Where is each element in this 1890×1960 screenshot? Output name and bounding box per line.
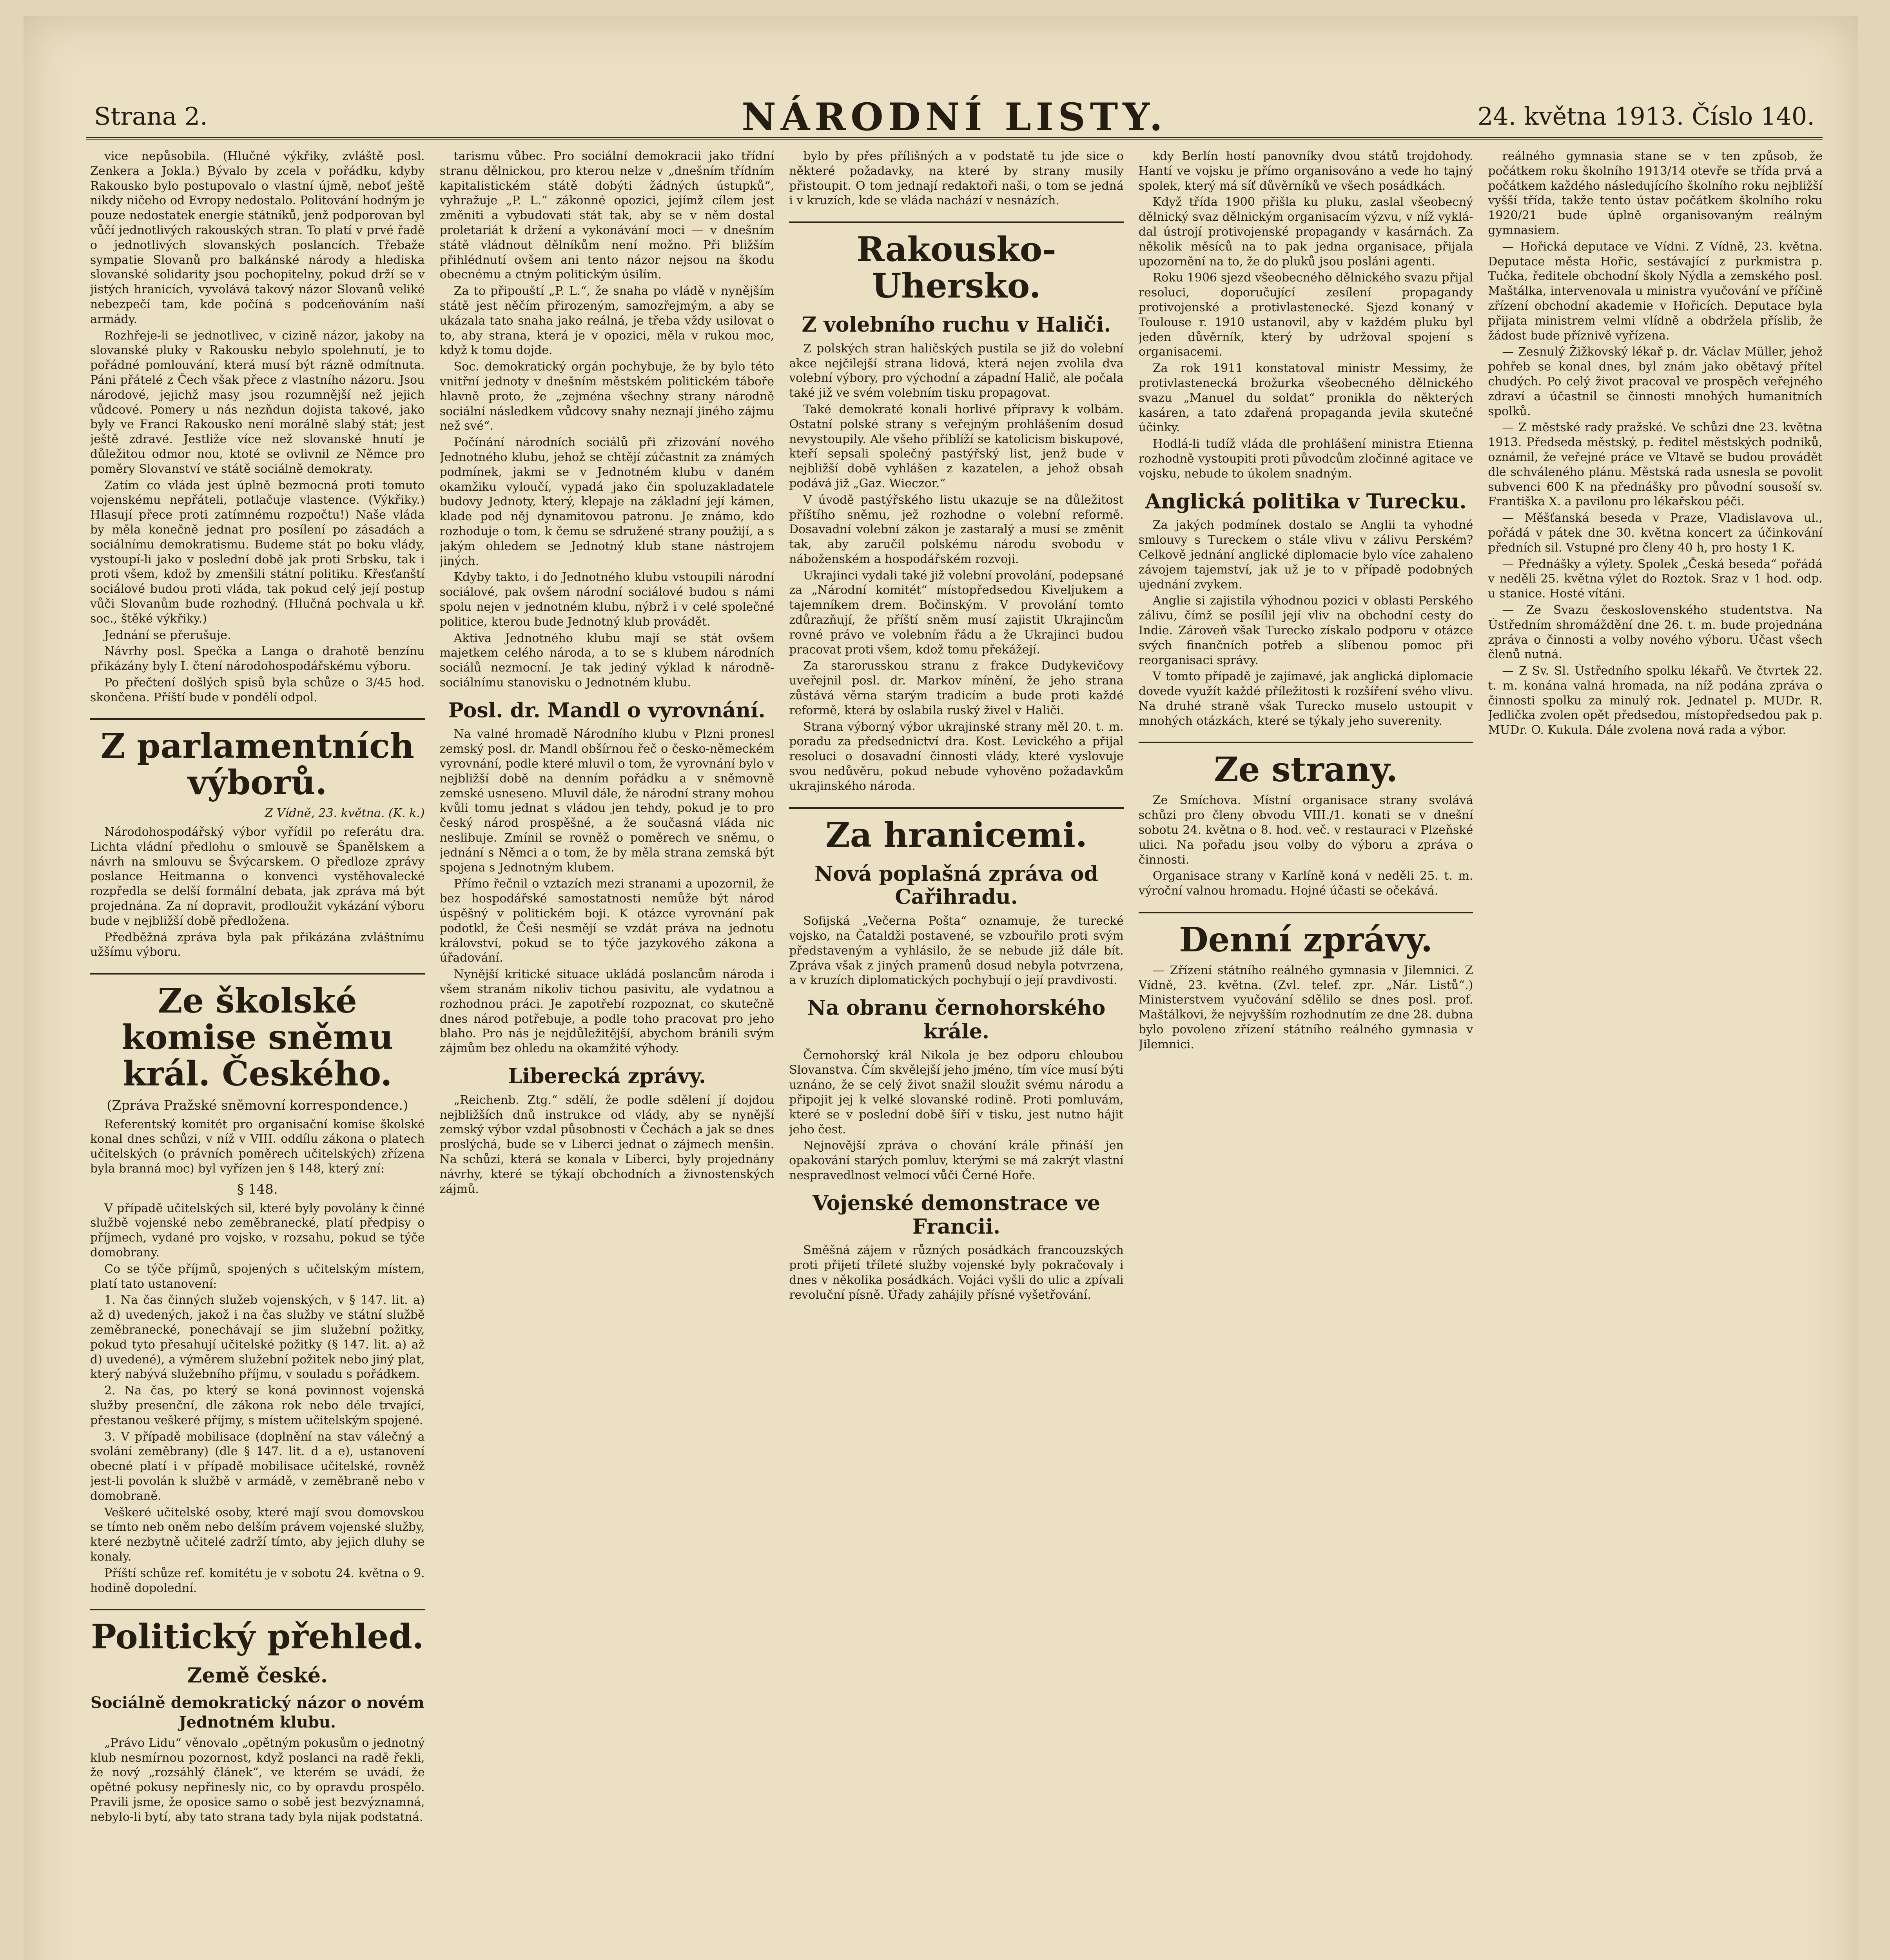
paragraph: Nejnovější zpráva o chování krále přináší jen opakování starých pomluv, kterými se má zakrýt vlastní nespravedlnost velmocí vůči Černé Hoře.	[789, 1139, 1124, 1183]
paragraph: 3. V případě mobilisace (doplnění na stav válečný a svolání zeměbrany) (dle § 147. lit. d a e), ustanovení obecné platí i v případě mobilisace učitelské, rovněž jest-li povolán k službě v armádě, v zeměbraně nebo v domobraně.	[90, 1430, 425, 1503]
paragraph: — Zesnulý Žižkovský lékař p. dr. Václav Müller, jehož pohřeb se konal dnes, byl znám jako obětavý přítel chudých. Po celý život pracoval ve prospěch veřejného zdraví a účastnil se činnosti mnohých humanitních spolků.	[1488, 345, 1823, 418]
paragraph: Počínání národních sociálů při zřizování nového Jednotného klubu, jehož se chtějí zúčastnit za známých podmínek, jakmi se v Jednotném klubu v daném okamžiku vyloučí, vypadá jako čin spoluzakladatele budovy Jednoty, který, klepaje na základní její kámen, klade pod něj dynamitovou patronu. Je známo, kdo rozhoduje o tom, k čemu se sdružené strany použijí, a s jakým ohledem se Jednotný klub stane nástrojem jiných.	[439, 436, 775, 568]
paragraph: reálného gymnasia stane se v ten způsob, že počátkem roku školního 1913/14 otevře se třída prvá a počátkem každého následujícího školního roku nejbližší vyšší třída, takže tento ústav počátkem školního roku 1920/21 bude úplně organisovaným reálným gymnasiem.	[1488, 149, 1823, 237]
newspaper-page	[24, 16, 1858, 1960]
paragraph: tarismu vůbec. Pro sociální demokracii jako třídní stranu dělnickou, pro kterou nelze v „dnešním třídním kapitalistickém státě dobýti žádných ústupků“, vyhražuje „P. L.“ zákonné opozici, jejímž cílem jest změniti a vybudovati stát tak, aby se v něm dostal proletariát k držení a vykonávání moci — v dnešním státě vládnout dělníkům není možno. Při bližším přihlédnutí ovšem ani tento názor nejsou na škodu obecnému a ctným politickým úsilím.	[439, 149, 775, 282]
article-heading: Liberecká zprávy.	[508, 1064, 706, 1089]
column-2	[440, 149, 775, 1960]
column-1	[90, 149, 425, 1960]
paragraph: — Přednášky a výlety. Spolek „Česká beseda“ pořádá v neděli 25. května výlet do Roztok. Sraz v 1 hod. odp. u stanice. Hosté vítáni.	[1488, 557, 1823, 601]
article-subheading: Sociálně demokratický názor o novém Jednotném klubu.	[91, 1693, 424, 1732]
paragraph: V případě učitelských sil, které byly povolány k činné službě vojenské nebo zeměbranecké, platí předpisy o příjmech, vydané pro vojsko, v rozsahu, pokud se týče domobrany.	[90, 1201, 425, 1260]
paragraph: Ukrajinci vydali také již volební provolání, podepsané za „Národní komitét“ místopředsedou Kiveljukem a tajemníkem drem. Bočinským. V provolání tomto zdůrazňují, že příští sněm musí zajistit Ukrajincům rovné právo ve volebním řádu a že Ukrajinci budou pracovat proti všem, kdož tomu překážejí.	[789, 568, 1124, 657]
paragraph: bylo by přes přílišných a v podstatě tu jde sice o některé požadavky, na které by strany musily přistoupit. O tom jednají redaktoři naši, o tom se jedná i v kruzích, kde se vláda nachází v nesnázích.	[789, 149, 1124, 208]
paragraph: Zatím co vláda jest úplně bezmocná proti tomuto vojenskému nepřáteli, potlačuje vlastence. (Výkřiky.) Hlasují přece proti zatímnému rozpočtu!) Naše vláda by měla konečně jednat pro posílení po zásadách a sociálnímu demokratismu. Budeme stát po boku vlády, vystoupí-li jako v poslední době jak proti Srbsku, tak i proti všem, kdož by zmenšili státní politiku. Křesťanští sociálové budou proti vláda, tak pokud celý její postup vůči Slovanům bude rozhodný. (Hlučná pochvala u kř. soc., štěké výkřiky.)	[90, 478, 425, 626]
paragraph: Přímo řečnil o vztazích mezi stranami a upozornil, že bez hospodářské samostatnosti nemůže být národ úspěšný v politickém boji. K otázce vyrovnání pak podotkl, že Češi nesmějí se vzdát práva na jednotu království, pokud se to týče jazykového zákona a úřadování.	[439, 877, 775, 965]
article-heading: Země české.	[187, 1664, 328, 1688]
section-heading: Za hranicemi.	[789, 807, 1124, 854]
paragraph: Hodlá-li tudíž vláda dle prohlášení ministra Etienna rozhodně vystoupiti proti původcům zločinné agitace ve vojsku, nebude to úkolem snadným.	[1138, 437, 1473, 481]
paragraph: Také demokraté konali horlivé přípravy k volbám. Ostatní polské strany s veřejným prohlášením dosud nevystoupily. Ale všeho přiblíží se katolicism biskupové, kteří sepsali společný pastýřský list, jenž bude v nejbližší době vyhlášen z kazatelen, a jehož obsah podává již „Gaz. Wieczor.“	[789, 402, 1124, 490]
paragraph: Za to připouští „P. L.“, že snaha po vládě v nynějším státě jest něčím přirozeným, samozřejmým, a aby se ukázala tato snaha jako reálná, je třeba vždy usilovat o to, aby strana, která je v opozici, měla v rukou moc, když k tomu dojde.	[439, 284, 775, 358]
paragraph: Příští schůze ref. komitétu je v sobotu 24. května o 9. hodině dopolední.	[90, 1566, 425, 1595]
paragraph: Když třída 1900 přišla ku pluku, zaslal všeobecný dělnický svaz dělnickým organisacím výzvu, v níž vykládal ústrojí protivojenské propagandy v kasárnách. Za několik měsíců na to pak jedna organisace, přijala upozornění na to, že do pluků jsou posláni agenti.	[1138, 195, 1473, 269]
column-5	[1488, 149, 1823, 1960]
paragraph: Po přečtení došlých spisů byla schůze o 3/45 hod. skončena. Příští bude v pondělí odpol.	[90, 675, 425, 704]
small-heading: (Zpráva Pražské sněmovní korrespondence.)	[107, 1097, 408, 1113]
column-4	[1139, 149, 1473, 1960]
paragraph: 1. Na čas činných služeb vojenských, v § 147. lit. a) až d) uvedených, jakož i na čas služby ve státní službě zeměbranecké, ponechávají se jim služební požitky, pokud tyto přesahují učitelské požitky (§ 147. lit. a) až d) uvedené), a výměrem služební požitek nebo jiný plat, který nabývá služebního příjmu, v souladu s pořádkem.	[90, 1293, 425, 1381]
article-heading: Na obranu černohorského krále.	[807, 996, 1106, 1044]
paragraph: Ze Smíchova. Místní organisace strany svolává schůzi pro členy obvodu VIII./1. konati se v dnešní sobotu 24. května o 8. hod. več. v restauraci v Plzeňské ulici. Na pořadu jsou volby do výboru a zpráva o činnosti.	[1138, 793, 1473, 867]
paragraph: 2. Na čas, po který se koná povinnost vojenská služby presenční, dle zákona rok nebo déle trvající, přestanou veškeré příjmy, s místem učitelským spojené.	[90, 1384, 425, 1427]
paragraph: Sofijská „Večerna Pošta“ oznamuje, že turecké vojsko, na Čataldži postavené, se vzbouřilo proti svým představeným a vyhlásilo, že se nebude již dále bít. Zpráva však z jiných pramenů dosud nebyla potvrzena, a v kruzích diplomatických pochybují o její pravdivosti.	[789, 914, 1124, 987]
paragraph: Aktiva Jednotného klubu mají se stát ovšem majetkem celého národa, a to se s klubem národních sociálů nezmocní. Je tak jediný výklad k národně-sociálnímu stanovisku o Jednotném klubu.	[439, 631, 775, 690]
paragraph: Rozhřeje-li se jednotlivec, v cizině názor, jakoby na slovanské pluky v Rakousku nebylo spolehnutí, je to pořádné pomlouvání, která musí být rázně odmítnuta. Páni přátelé z Čech však přece z vlastního názoru. Jsou národové, jejichž masy jsou rozumnější než jejich vůdcové. Pomery u nás nezňdun dojista takové, jako byly ve Franci Rakousko není morálně slabý stát; jest ještě zdravé. Jestliže více než slovanské hnutí je důležitou odmor nou, ktoté se ovlivnil ze Němce pro poměry Slovanství ve státě sociálně demokraty.	[90, 328, 425, 476]
paragraph: Za jakých podmínek dostalo se Anglii ta vyhodné smlouvy s Tureckem o stále vlivu v zálivu Perském? Celkově jednání anglické diplomacie bylo více zahaleno závojem tajemství, jak už je to v případě podobných ujednání zvykem.	[1138, 518, 1473, 592]
paragraph: — Ze Svazu československého studentstva. Na Ústředním shromáždění dne 26. t. m. bude projednána zpráva o činnosti a volby nového výboru. Účast všech členů nutná.	[1488, 603, 1823, 662]
paragraph: Za rok 1911 konstatoval ministr Messimy, že protivlastenecká brožurka všeobecného dělnického svazu „Manuel du soldat“ pronikla do některých kasáren, a tato zdařená propaganda jevila skutečné účinky.	[1138, 361, 1473, 435]
page-number: Strana 2.	[94, 102, 208, 131]
paragraph: V úvodě pastýřského listu ukazuje se na důležitost příštího sněmu, jež rozhodne o volební reformě. Dosavadní volební zákon je zastaralý a musí se změnit tak, aby zaručil polskému národu svobodu v náboženském a hospodářském rozvoji.	[789, 493, 1124, 566]
article-heading: Nová poplašná zpráva od Cařihradu.	[814, 862, 1098, 909]
article-heading: Vojenské demonstrace ve Francii.	[813, 1191, 1100, 1239]
paragraph: Organisace strany v Karlíně koná v neděli 25. t. m. výroční valnou hromadu. Hojné účasti se očekává.	[1138, 869, 1473, 898]
paragraph: — Hořická deputace ve Vídni. Z Vídně, 23. května. Deputace města Hořic, sestávající z purkmistra p. Tučka, ředitele obchodní školy Nýdla a zemského posl. Maštálka, intervenovala u ministra vyučování ve příčině zřízení obchodní akademie v Hořicích. Deputace byla přijata ministrem velmi vlídně a obdržela příslib, že žádost bude příznivě vyřízena.	[1488, 240, 1823, 343]
paragraph: Černohorský král Nikola je bez odporu chloubou Slovanstva. Čím skvělejší jeho jméno, tím více musí býti uznáno, že se celý život snažil sloužit svému národu a připojit jej k velké slovanské rodině. Proti pomluvám, které se v poslední době šíří v tisku, jest nutno hájit jeho čest.	[789, 1048, 1124, 1136]
paragraph: Kdyby takto, i do Jednotného klubu vstoupili národní sociálové, pak ovšem národní sociálové budou s námi spolu nejen v jednotném klubu, nýbrž i v celé společné politice, kterou bude Jednotný klub provádět.	[439, 570, 775, 629]
paragraph: Směšná zájem v různých posádkách francouzských proti přijetí tříleté služby vojenské byly pokračovaly i dnes v několika posádkách. Vojáci vyšli do ulic a zpívali revoluční písně. Úřady zahájily přísné vyšetřování.	[789, 1243, 1124, 1302]
paragraph: Jednání se přerušuje.	[104, 628, 231, 642]
article-heading: Anglická politika v Turecku.	[1145, 489, 1467, 514]
paragraph: Předběžná zpráva byla pak přikázána zvláštnímu užšímu výboru.	[90, 930, 425, 959]
paragraph: Co se týče příjmů, spojených s učitelským místem, platí tato ustanovení:	[90, 1262, 425, 1291]
paragraph: Na valné hromadě Národního klubu v Plzni pronesl zemský posl. dr. Mandl obšírnou řeč o česko-německém vyrovnání, podle které mluvil o tom, že vyrovnání bylo v nejbližší době na denním pořádku a v sněmovně zemské usneseno. Mluvil dále, že národní strany mohou kvůli tomu jednat s vládou jen tehdy, pokud je to pro český národ prospěšné, a že současná vláda nic neslibuje. Zmínil se rovněž o poměrech ve sněmu, o jednání s Němci a o tom, že by měla strana zemská být spojena s Jednotným klubem.	[439, 727, 775, 875]
paragraph: V tomto případě je zajímavé, jak anglická diplomacie dovede využít každé příležitosti k rozšíření svého vlivu. Na druhé straně však Turecko muselo ustoupit v mnohých otázkách, které se týkaly jeho suverenity.	[1138, 670, 1473, 728]
newspaper-title: NÁRODNÍ LISTY.	[742, 95, 1167, 139]
paragraph: Strana výborný výbor ukrajinské strany měl 20. t. m. poradu za předsednictví dra. Kost. Levického a přijal resoluci o dosavadní činnosti vlády, které vyslovuje svou nedůvěru, pokud nebude vyhověno požadavkům ukrajinského národa.	[789, 720, 1124, 793]
paragraph: — Z městské rady pražské. Ve schůzi dne 23. května 1913. Předseda městský, p. ředitel městských podniků, oznámil, že veřejné práce ve Vltavě se budou provádět dle schváleného plánu. Městská rada usnesla se povolit subvenci 600 K na přednášky pro původní sousoší sv. Františka X. a pavilonu pro lékařskou péči.	[1488, 421, 1823, 509]
paragraph: Anglie si zajistila výhodnou pozici v oblasti Perského zálivu, čímž se posílil její vliv na obchodní cesty do Indie. Zároveň však Turecko získalo podporu v otázce svých finančních potřeb a slíbenou pomoc při reorganisaci správy.	[1138, 594, 1473, 667]
section-heading: Ze školské komise sněmu král. Českého.	[90, 973, 425, 1093]
section-heading: Z parlamentních výborů.	[90, 718, 425, 801]
issue-date: 24. května 1913. Číslo 140.	[1477, 102, 1815, 131]
section-heading: Ze strany.	[1139, 742, 1473, 788]
article-heading: Posl. dr. Mandl o vyrovnání.	[448, 698, 765, 722]
paragraph: Referentský komitét pro organisační komise školské konal dnes schůzi, v níž v VIII. oddílu zákona o platech učitelských (o právních poměrech učitelských) zřízena byla branná moc) byl vyřízen jen § 148, který zní:	[90, 1117, 425, 1176]
section-heading: Rakousko-Uhersko.	[789, 221, 1124, 305]
article-columns	[90, 149, 1823, 1960]
paragraph: „Reichenb. Ztg.“ sdělí, že podle sdělení jí dojdou nejbližších dnů instrukce od vlády, aby se nynější zemský výbor vzdal působnosti v Čechách a jak se dnes proslýchá, bude se v Liberci jednat o zájmech menšin. Na schůzi, která se konala v Liberci, byly projednány návrhy, které se týkají obchodních a živnostenských zájmů.	[439, 1093, 775, 1196]
masthead	[86, 86, 1823, 140]
paragraph: Národohospodářský výbor vyřídil po referátu dra. Lichta vládní předlohu o smlouvě se Španělskem a návrh na smlouvu se Švýcarskem. O předloze zprávy poslance Heitmanna o konvenci vystěhovalecké rozpředla se delší formální debata, jak zpráva má být projednána. Za ní dopravit, prodloužit vykázání výboru bude v nejbližší době předložena.	[90, 825, 425, 928]
paragraph: Za starorusskou stranu z frakce Dudykevičovy uveřejnil posl. dr. Markov mínění, že jeho strana zůstává věrna starým tradicím a bude proti každé reformě, která by oslabila ruský živel v Haliči.	[789, 659, 1124, 717]
paragraph: — Z Sv. Sl. Ústředního spolku lékařů. Ve čtvrtek 22. t. m. konána valná hromada, na níž podána zpráva o činnosti spolku za minulý rok. Jednatel p. MUDr. R. Jedlička zvolen opět předsedou, místopředsedou pak p. MUDr. O. Kukula. Dále zvolena nová rada a výbor.	[1488, 664, 1823, 737]
section-heading: Denní zprávy.	[1139, 912, 1473, 958]
paragraph: kdy Berlín hostí panovníky dvou států trojdohody. Hantí ve vojsku je přímo organisováno a vede ho tajný spolek, který má síť důvěrníků ve všech posádkách.	[1138, 149, 1473, 193]
paragraph: „Právo Lidu“ věnovalo „opětným pokusům o jednotný klub nesmírnou pozornost, když poslanci na radě řekli, že nový „rozsáhlý článek“, ve kterém se uvádí, že opětné pokusy nepřinesly nic, co by opravdu prospělo. Pravili jsme, že oposice samo o sobě jest bezvýznamná, nebylo-li bytí, aby tato strana tady byla nijak podstatná.	[90, 1736, 425, 1824]
column-3	[789, 149, 1124, 1960]
paragraph: Soc. demokratický orgán pochybuje, že by bylo této vnitřní jednoty v dnešním městském politickém táboře hlavně proto, že „zejména všechny strany národně sociální následkem vůdcovy snahy neznají jiného zájmu než své“.	[439, 360, 775, 433]
paragraph: — Zřízení státního reálného gymnasia v Jilemnici. Z Vídně, 23. května. (Zvl. telef. zpr. „Nár. Listů“.) Ministerstvem vyučování sdělilo se dnes posl. prof. Maštálkovi, že nejvyšším rozhodnutím ze dne 28. dubna bylo povoleno zřízení státního reálného gymnasia v Jilemnici.	[1138, 963, 1473, 1051]
article-heading: Z volebního ruchu v Haliči.	[802, 312, 1111, 337]
paragraph: Roku 1906 sjezd všeobecného dělnického svazu přijal resoluci, doporučující zesílení propagandy protivojenské a protivlastenecké. Sjezd konaný v Toulouse r. 1910 ustanovil, aby v každém pluku byl jeden důvěrník, který by udržoval spojení s organisacemi.	[1138, 271, 1473, 359]
paragraph: Nynější kritické situace ukládá poslancům národa i všem stranám nikoliv tichou pasivitu, ale vydatnou a rozhodnou práci. Je zapotřebí rozpoznat, co skutečně dnes národ potřebuje, a podle toho pracovat pro jeho blaho. Pro nás je nejdůležitější, abychom bránili svým zájmům bez ohledu na okamžité výhody.	[439, 967, 775, 1056]
dateline: Z Vídně, 23. května. (K. k.)	[265, 806, 425, 820]
paragraph: vice nepůsobila. (Hlučné výkřiky, zvláště posl. Zenkera a Jokla.) Bývalo by zcela v pořádku, kdyby Rakousko bylo postupovalo o vlastní újmě, neboť ještě nikdy ničeho od Evropy nedostalo. Politování hodným je pouze nedostatek energie státníků, jenž podporovan byl vůčí jednotlivých rakouských stran. To platí v prvé řadě o jednotlivých slovanských poslancích. Třebaže sympatie Slovanů pro balkánské národy a hlediska slovanské solidarity jsou pochopitelny, pokud drží se v jistých hranicích, vyvolává takový názor Slovanů veliké nebezpečí tam, kde počíná s podceňováním naší armády.	[90, 149, 425, 326]
section-heading: Politický přehled.	[90, 1609, 425, 1655]
small-heading: § 148.	[237, 1181, 278, 1197]
paragraph: — Měšťanská beseda v Praze, Vladislavova ul., pořádá v pátek dne 30. května koncert za účinkování předních sil. Vstupné pro členy 40 h, pro hosty 1 K.	[1488, 511, 1823, 555]
paragraph: Návrhy posl. Spečka a Langa o drahotě benzínu přikázány byly I. čtení národohospodářskému výboru.	[90, 644, 425, 673]
paragraph: Veškeré učitelské osoby, které mají svou domovskou se tímto neb oněm nebo delším právem vojenské služby, které nezbytně učitelé zadrží tímto, aby jejich dluhy se konaly.	[90, 1505, 425, 1564]
paragraph: Z polských stran haličských pustila se již do volební akce nejčilejší strana lidová, která nejen zvolila dva volební výbory, pro východní a západní Halič, ale počala také již ve svém volebním tisku propagovat.	[789, 341, 1124, 400]
